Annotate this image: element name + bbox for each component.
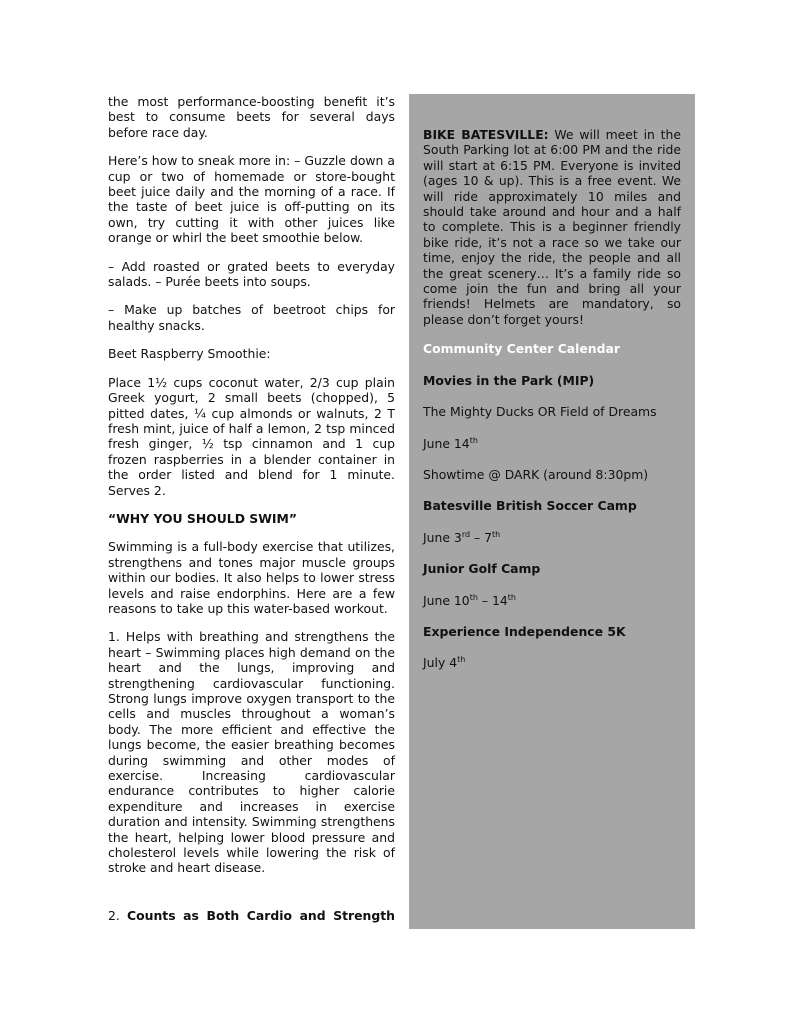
soccer-date-start-suffix: rd (461, 529, 471, 539)
5k-date-suffix: th (457, 655, 466, 665)
5k-date (423, 655, 681, 670)
smoothie-recipe: Place 1½ cups coconut water, 2/3 cup plain Greek yogurt, 2 small beets (chopped), 5 pitted dates, ¼ cup almonds or walnuts, 2 T fresh mint, juice of half a lemon, 2 tsp minced fresh ginger, ½ tsp cinnamon and 1 cup frozen raspberries in a blender container in the order listed and blend for 1 minute. Serves 2. (108, 374, 395, 498)
beets-paragraph-2: Here’s how to sneak more in: – Guzzle down a cup or two of homemade or store-bought beet juice daily and the morning of a race. If the taste of beet juice is off-putting on its own, try cutting it with other juices like orange or whirl the beet smoothie below. (108, 153, 395, 246)
golf-date-start-suffix: th (469, 592, 478, 602)
reason-number: 2. (108, 908, 128, 923)
swim-reason-2-heading (108, 908, 395, 923)
reason-title: Counts as Both Cardio and Strength (127, 908, 395, 923)
soccer-date-start: June 3 (423, 529, 462, 545)
mip-date (423, 436, 681, 451)
mip-date-text: June 14 (423, 435, 470, 451)
5k-title: Experience Independence 5K (423, 623, 626, 639)
sidebar-panel (409, 94, 695, 929)
swim-intro: Swimming is a full-body exercise that utilizes, strengthens and tones major muscle groups within our bodies. It also helps to lower stress levels and raise endorphins. Here are a few reasons to take up this water-based workout. (108, 539, 395, 616)
bike-batesville-title: BIKE BATESVILLE: (423, 127, 549, 142)
mip-title: Movies in the Park (MIP) (423, 372, 595, 388)
swim-heading: “WHY YOU SHOULD SWIM” (108, 510, 297, 526)
5k-date-text: July 4 (423, 655, 458, 671)
calendar-title: Community Center Calendar (423, 341, 620, 357)
golf-date-end-suffix: th (507, 592, 516, 602)
bike-batesville-paragraph (423, 127, 681, 327)
golf-date-end: – 14 (477, 592, 508, 608)
soccer-camp-title: Batesville British Soccer Camp (423, 498, 637, 514)
sidebar-content (423, 127, 681, 687)
mip-date-suffix: th (469, 435, 478, 445)
bike-batesville-text: We will meet in the South Parking lot at 6:00 PM and the ride will start at 6:15 PM. Everyone is invited (ages 10 & up). This is a free event. We will ride approximately 10 miles and should take around and hour and a half to complete. This is a beginner friendly bike ride, it’s not a race so we take our time, enjoy the ride, the people and all the great scenery… It’s a family ride so come join the fun and bring all your friends! Helmets are mandatory, so please don’t forget yours! (423, 127, 681, 327)
left-column (108, 94, 395, 889)
beets-paragraph-1: the most performance-boosting benefit it’s best to consume beets for several days before race day. (108, 94, 395, 140)
beets-paragraph-3: – Add roasted or grated beets to everyday salads. – Purée beets into soups. (108, 258, 395, 290)
golf-camp-title: Junior Golf Camp (423, 561, 541, 577)
soccer-date-end-suffix: th (492, 529, 501, 539)
swim-reason-1: 1. Helps with breathing and strengthens the heart – Swimming places high demand on the heart and the lungs, improving and strengthening cardiovascular functioning. Strong lungs improve oxygen transport to the cells and muscles throughout a woman’s body. The more efficient and effective the lungs become, the easier breathing becomes during swimming and other modes of exercise. Increasing cardiovascular endurance contributes to higher calorie expenditure and increases in exercise duration and intensity. Swimming strengthens the heart, helping lower blood pressure and cholesterol levels while lowering the risk of stroke and heart disease. (108, 629, 395, 876)
golf-camp-dates (423, 593, 681, 608)
soccer-camp-dates (423, 530, 681, 545)
beets-paragraph-4: – Make up batches of beetroot chips for healthy snacks. (108, 302, 395, 333)
smoothie-heading: Beet Raspberry Smoothie: (108, 346, 271, 362)
mip-movies: The Mighty Ducks OR Field of Dreams (423, 404, 657, 420)
golf-date-start: June 10 (423, 592, 470, 608)
soccer-date-end: – 7 (470, 529, 493, 545)
mip-showtime: Showtime @ DARK (around 8:30pm) (423, 466, 649, 482)
